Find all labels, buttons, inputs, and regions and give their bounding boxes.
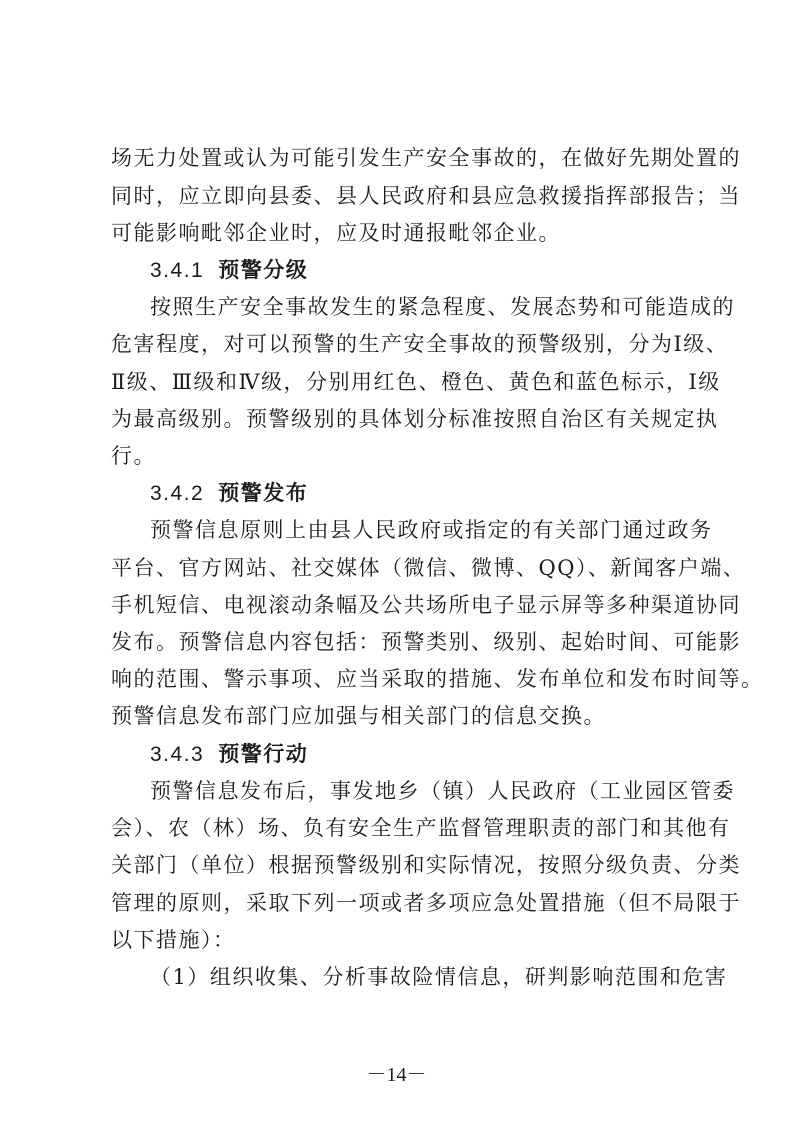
paragraph-line: 为最高级别。预警级别的具体划分标准按照自治区有关规定执 [111,407,719,431]
section-number: 3.4.3 [150,743,205,766]
section-heading-3-4-1 [150,255,701,285]
section-title: 预警分级 [218,257,309,282]
section-heading-3-4-2 [150,478,701,508]
section-title: 预警行动 [218,741,309,766]
paragraph-line: 管理的原则，采取下列一项或者多项应急处置措施（但不局限于 [111,891,741,915]
paragraph-line: 平台、官方网站、社交媒体（微信、微博、QQ）、新闻客户端、 [111,556,746,580]
paragraph-line: 可能影响毗邻企业时，应及时通报毗邻企业。 [111,221,561,245]
paragraph-line: 会）、农（林）场、负有安全生产监督管理职责的部门和其他有 [111,816,731,840]
paragraph-line: （1）组织收集、分析事故险情信息，研判影响范围和危害 [150,965,728,989]
paragraph-line: 同时，应立即向县委、县人民政府和县应急救援指挥部报告；当 [111,184,741,208]
paragraph-line: 响的范围、警示事项、应当采取的措施、发布单位和发布时间等。 [111,667,764,691]
paragraph-line: 手机短信、电视滚动条幅及公共场所电子显示屏等多种渠道协同 [111,593,741,617]
paragraph-line: 预警信息发布后，事发地乡（镇）人民政府（工业园区管委 [150,779,735,803]
paragraph-line: 按照生产安全事故发生的紧急程度、发展态势和可能造成的 [150,295,735,319]
section-number: 3.4.2 [150,482,205,505]
paragraph-line: Ⅱ级、Ⅲ级和Ⅳ级，分别用红色、橙色、黄色和蓝色标示，Ⅰ级 [111,370,721,394]
paragraph-line: 预警信息原则上由县人民政府或指定的有关部门通过政务 [150,518,713,542]
paragraph-line: 发布。预警信息内容包括：预警类别、级别、起始时间、可能影 [111,630,741,654]
paragraph-line: 关部门（单位）根据预警级别和实际情况，按照分级负责、分类 [111,853,741,877]
paragraph-line: 行。 [111,444,156,468]
paragraph-line: 危害程度，对可以预警的生产安全事故的预警级别，分为Ⅰ级、 [111,332,729,356]
paragraph-line: 预警信息发布部门应加强与相关部门的信息交换。 [111,704,606,728]
section-number: 3.4.1 [150,259,205,282]
section-title: 预警发布 [218,480,309,505]
paragraph-line: 以下措施）： [111,928,236,952]
page-number: －14－ [366,1064,427,1086]
paragraph-line: 场无力处置或认为可能引发生产安全事故的，在做好先期处置的 [111,146,741,170]
section-heading-3-4-3 [150,739,701,769]
